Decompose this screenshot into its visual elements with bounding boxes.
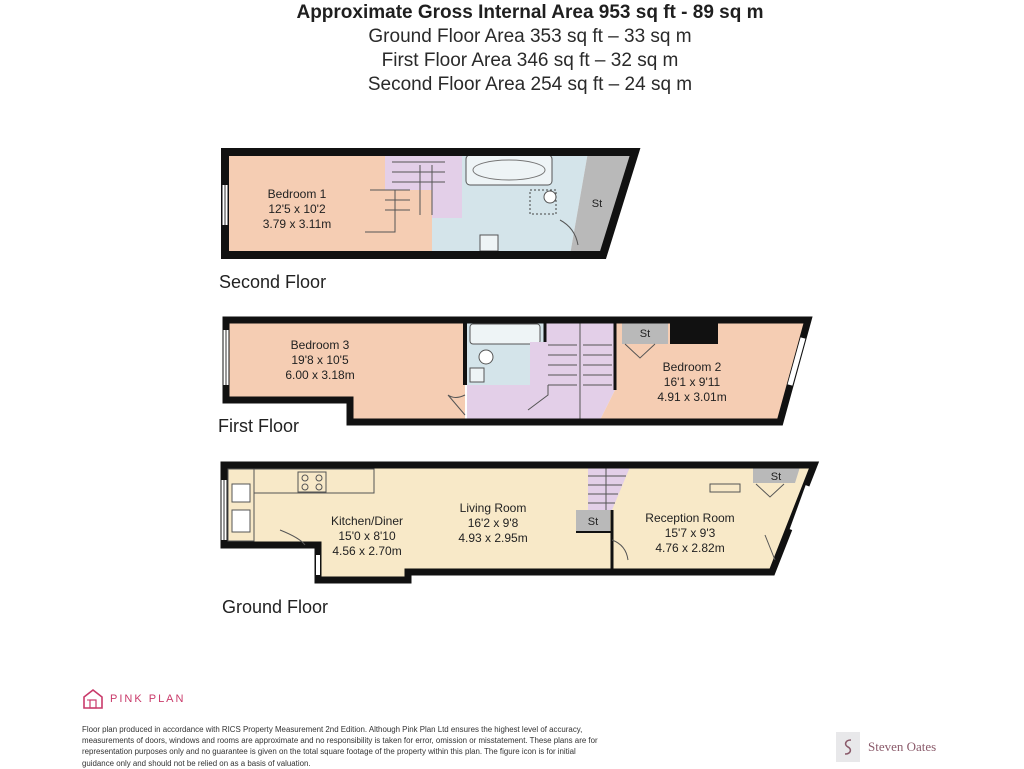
agent-monogram-icon — [841, 737, 855, 757]
first-floor-area: First Floor Area 346 sq ft – 32 sq m — [381, 50, 679, 71]
pink-plan-brand — [82, 688, 185, 710]
bedroom-2-name: Bedroom 2 — [662, 360, 722, 374]
bedroom-2-imperial: 16'1 x 9'11 — [663, 375, 721, 389]
bedroom-1-name: Bedroom 1 — [267, 187, 327, 201]
first-floor-bath-tub — [470, 324, 540, 344]
bedroom-3-metric: 6.00 x 3.18m — [285, 368, 355, 382]
kitchen-drainer-icon — [232, 510, 250, 532]
agent-logo — [836, 732, 936, 762]
house-logo-icon — [82, 688, 104, 710]
kitchen-metric: 4.56 x 2.70m — [332, 544, 402, 558]
kitchen-imperial: 15'0 x 8'10 — [338, 529, 396, 543]
reception-room-name: Reception Room — [645, 511, 735, 525]
ground-store-b-label: St — [770, 471, 782, 483]
first-floor-label: First Floor — [218, 416, 299, 436]
living-room-imperial: 16'2 x 9'8 — [467, 516, 519, 530]
disclaimer-text: Floor plan produced in accordance with RICS Property Measurement 2nd Edition. Although Pink Plan Ltd ensures the highest level of accuracy, measurements of doors, windows and rooms are approximate and no responsibility is taken for error, omission or misstatement. These plans are for representation purposes only and no guarantee is given on the total square footage of the property within this plan. The figure icon is for initial guidance only and should not be relied on as a basis of valuation. — [82, 725, 598, 768]
bedroom-1-imperial: 12'5 x 10'2 — [268, 202, 326, 216]
first-floor-plan — [218, 320, 808, 436]
agent-name: Steven Oates — [868, 739, 937, 754]
reception-room-metric: 4.76 x 2.82m — [655, 541, 725, 555]
agent-logo-mark — [836, 732, 860, 762]
ground-store-a-label: St — [587, 516, 599, 528]
chimney-breast — [670, 322, 718, 344]
first-floor-store-label: St — [639, 328, 651, 340]
kitchen-sink-icon — [232, 484, 250, 502]
reception-room-imperial: 15'7 x 9'3 — [664, 526, 716, 540]
ground-floor-label: Ground Floor — [222, 597, 329, 617]
second-floor-plan — [219, 152, 635, 292]
gross-area-title: Approximate Gross Internal Area 953 sq ft - 89 sq m — [296, 2, 764, 23]
living-room-name: Living Room — [459, 501, 527, 515]
brand-name: PINK PLAN — [110, 693, 186, 705]
sink-icon — [480, 235, 498, 251]
kitchen-name: Kitchen/Diner — [330, 514, 404, 528]
second-floor-store-label: St — [591, 198, 603, 210]
bedroom-2-metric: 4.91 x 3.01m — [657, 390, 727, 404]
bedroom-3-name: Bedroom 3 — [290, 338, 350, 352]
second-floor-area: Second Floor Area 254 sq ft – 24 sq m — [367, 74, 693, 95]
living-room-metric: 4.93 x 2.95m — [458, 531, 528, 545]
toilet-icon — [544, 191, 556, 203]
first-floor-toilet-icon — [479, 350, 493, 364]
bedroom-1-metric: 3.79 x 3.11m — [262, 217, 332, 231]
first-floor-sink-icon — [470, 368, 484, 382]
ground-floor-plan — [222, 465, 814, 617]
ground-floor-area: Ground Floor Area 353 sq ft – 33 sq m — [368, 26, 692, 47]
bedroom-3-imperial: 19'8 x 10'5 — [291, 353, 349, 367]
second-floor-label: Second Floor — [219, 272, 327, 292]
